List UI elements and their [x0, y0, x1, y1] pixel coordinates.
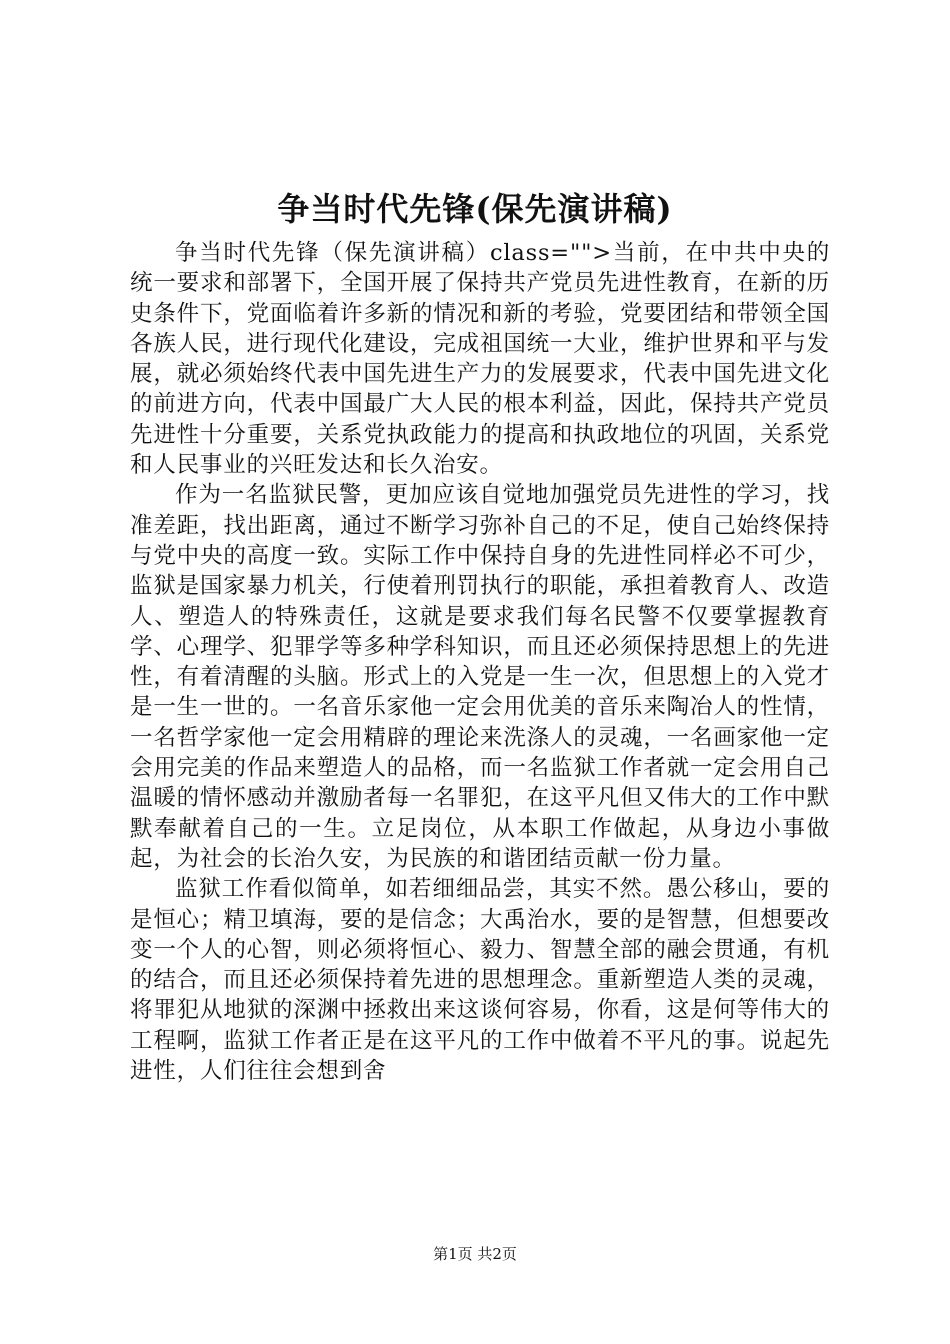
- page-number-footer: 第1页 共2页: [433, 1245, 517, 1263]
- paragraph-2: 作为一名监狱民警，更加应该自觉地加强党员先进性的学习，找准差距，找出距离，通过不断学习弥补自己的不足，使自己始终保持与党中央的高度一致。实际工作中保持自身的先进性同样必不可少，监狱是国家暴力机关，行使着刑罚执行的职能，承担着教育人、改造人、塑造人的特殊责任，这就是要求我们每名民警不仅要掌握教育学、心理学、犯罪学等多种学科知识，而且还必须保持思想上的先进性，有着清醒的头脑。形式上的入党是一生一次，但思想上的入党才是一生一世的。一名音乐家他一定会用优美的音乐来陶冶人的性情，一名哲学家他一定会用精辟的理论来洗涤人的灵魂，一名画家他一定会用完美的作品来塑造人的品格，而一名监狱工作者就一定会用自己温暖的情怀感动并激励者每一名罪犯，在这平凡但又伟大的工作中默默奉献着自己的一生。立足岗位，从本职工作做起，从身边小事做起，为社会的长治久安，为民族的和谐团结贡献一份力量。: [130, 482, 830, 872]
- document-body: [130, 238, 830, 1086]
- paragraph-3: 监狱工作看似简单，如若细细品尝，其实不然。愚公移山，要的是恒心；精卫填海，要的是信念；大禹治水，要的是智慧，但想要改变一个人的心智，则必须将恒心、毅力、智慧全部的融会贯通，有机的结合，而且还必须保持着先进的思想理念。重新塑造人类的灵魂，将罪犯从地狱的深渊中拯救出来这谈何容易，你看，这是何等伟大的工程啊，监狱工作者正是在这平凡的工作中做着不平凡的事。说起先进性，人们往往会想到舍: [130, 876, 830, 1085]
- paragraph-1: 争当时代先锋（保先演讲稿）class="">当前，在中共中央的统一要求和部署下，全国开展了保持共产党员先进性教育，在新的历史条件下，党面临着许多新的情况和新的考验，党要团结和带领全国各族人民，进行现代化建设，完成祖国统一大业，维护世界和平与发展，就必须始终代表中国先进生产力的发展要求，代表中国先进文化的前进方向，代表中国最广大人民的根本利益，因此，保持共产党员先进性十分重要，关系党执政能力的提高和执政地位的巩固，关系党和人民事业的兴旺发达和长久治安。: [130, 240, 830, 479]
- document-title: 争当时代先锋(保先演讲稿): [277, 190, 673, 228]
